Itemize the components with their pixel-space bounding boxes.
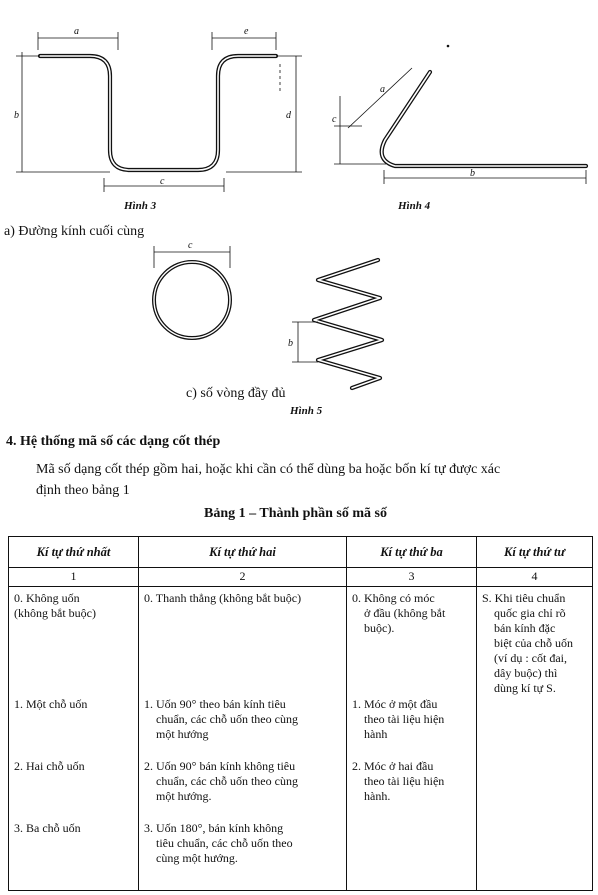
section-heading: 4. Hệ thống mã số các dạng cốt thép: [6, 434, 221, 449]
fig4-label-c: c: [332, 114, 337, 125]
code-components-table: [8, 536, 593, 891]
fig5-label-c: c: [188, 240, 193, 251]
figure-4-drawing: [334, 45, 586, 184]
col3-item-1: 1. Móc ở một đầu theo tài liệu hiện hành: [352, 697, 445, 741]
section-paragraph: [36, 459, 596, 501]
col3-item-2: 2. Móc ở hai đầu theo tài liệu hiện hành.: [352, 759, 445, 803]
column-number: 4: [477, 568, 593, 587]
table-body-row: [9, 587, 593, 891]
fig3-label-d: d: [286, 110, 291, 121]
fig3-label-a: a: [74, 26, 79, 37]
col1-item-1: 1. Một chỗ uốn: [14, 697, 88, 711]
figure-5-label-a: a) Đường kính cuối cùng: [4, 224, 145, 239]
figure-5-caption: Hình 5: [290, 405, 323, 417]
col3-item-0: 0. Không có móc ở đầu (không bắt buộc).: [352, 591, 446, 635]
fig3-label-c: c: [160, 176, 165, 187]
col1-item-2: 2. Hai chỗ uốn: [14, 759, 85, 773]
col2-item-0: 0. Thanh thẳng (không bắt buộc): [144, 591, 302, 605]
table-header: Kí tự thứ ba: [347, 537, 477, 568]
column-2-cell: [139, 587, 347, 891]
fig3-label-b: b: [14, 110, 19, 121]
table-header-row: [9, 537, 593, 568]
col2-item-2: 2. Uốn 90° bán kính không tiêu chuẩn, các chỗ uốn theo cùng một hướng.: [144, 759, 298, 803]
figure-3-caption: Hình 3: [124, 200, 157, 212]
table-header: Kí tự thứ nhất: [9, 537, 139, 568]
table-number-row: [9, 568, 593, 587]
paragraph-line-2: định theo bảng 1: [36, 483, 130, 498]
table-header: Kí tự thứ tư: [477, 537, 593, 568]
fig4-label-b: b: [470, 168, 475, 179]
fig4-label-a: a: [380, 84, 385, 95]
col4-item-0: S. Khi tiêu chuẩn quốc gia chỉ rõ bán kính đặc biệt của chỗ uốn (ví dụ : cốt đai, dây buộc) thì dùng kí tự S.: [482, 591, 573, 695]
fig3-label-e: e: [244, 26, 249, 37]
col2-item-1: 1. Uốn 90° theo bán kính tiêu chuẩn, các chỗ uốn theo cùng một hướng: [144, 697, 298, 741]
column-1-cell: [9, 587, 139, 891]
table-header: Kí tự thứ hai: [139, 537, 347, 568]
figure-5-label-c: c) số vòng đầy đủ: [186, 386, 286, 401]
column-number: 1: [9, 568, 139, 587]
column-3-cell: [347, 587, 477, 891]
column-number: 3: [347, 568, 477, 587]
col1-item-3: 3. Ba chỗ uốn: [14, 821, 81, 835]
figure-5-drawing: [154, 246, 382, 388]
figure-4-caption: Hình 4: [398, 200, 431, 212]
figures-canvas: [0, 0, 598, 420]
figure-3-drawing: [16, 32, 302, 192]
col2-item-3: 3. Uốn 180°, bán kính không tiêu chuẩn, các chỗ uốn theo cùng một hướng.: [144, 821, 293, 865]
fig5-label-b: b: [288, 338, 293, 349]
table-title: Bảng 1 – Thành phần số mã số: [204, 506, 387, 521]
col1-item-0: 0. Không uốn (không bắt buộc): [14, 591, 96, 620]
column-number: 2: [139, 568, 347, 587]
column-4-cell: [477, 587, 593, 891]
paragraph-line-1: Mã số dạng cốt thép gồm hai, hoặc khi cần có thể dùng ba hoặc bốn kí tự được xác: [36, 462, 501, 477]
